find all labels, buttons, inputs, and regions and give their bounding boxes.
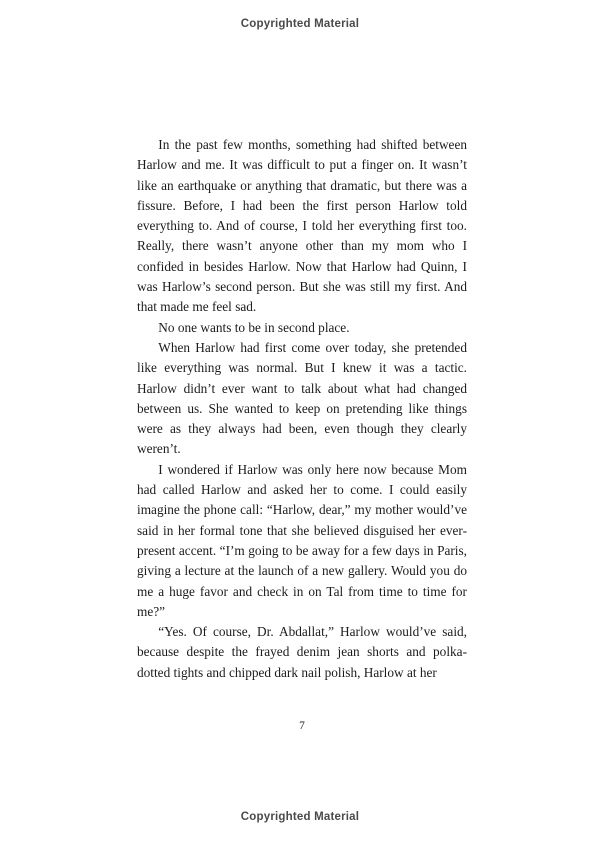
- paragraph: No one wants to be in second place.: [158, 319, 350, 335]
- paragraph: In the past few months, something had shifted between Harlow and me. It was difficult to put a finger on. It wasn’t like an earthquake or anything that dramatic, but there was a fissure. Before, I had been the first person Harlow told everything to. And of course, I told her everything first too. Really, there wasn’t anyone other than my mom who I confided in besides Harlow. Now that Harlow had Quinn, I was Harlow’s second person. But she was still my first. And that made me feel sad.: [137, 137, 467, 315]
- paragraph: “Yes. Of course, Dr. Abdallat,” Harlow would’ve said, because despite the frayed denim jean shorts and polka-dotted tights and chipped dark nail polish, Harlow at her: [137, 624, 467, 680]
- paragraph: I wondered if Harlow was only here now because Mom had called Harlow and asked her to come. I could easily imagine the phone call: “Harlow, dear,” my mother would’ve said in her formal tone that she believed disguised her ever-present accent. “I’m going to be away for a few days in Paris, giving a lecture at the launch of a new gallery. Would you do me a huge favor and check in on Tal from time to time for me?”: [137, 461, 467, 619]
- copyright-notice-bottom: Copyrighted Material: [240, 811, 360, 823]
- paragraph: When Harlow had first come over today, she pretended like everything was normal. But I knew it was a tactic. Harlow didn’t ever want to talk about what had changed between us. She wanted to keep on pretending like things were as they always had been, even though they clearly weren’t.: [137, 339, 467, 457]
- copyright-notice-top: Copyrighted Material: [240, 18, 360, 30]
- body-text: [137, 135, 467, 683]
- page-number: 7: [299, 720, 305, 732]
